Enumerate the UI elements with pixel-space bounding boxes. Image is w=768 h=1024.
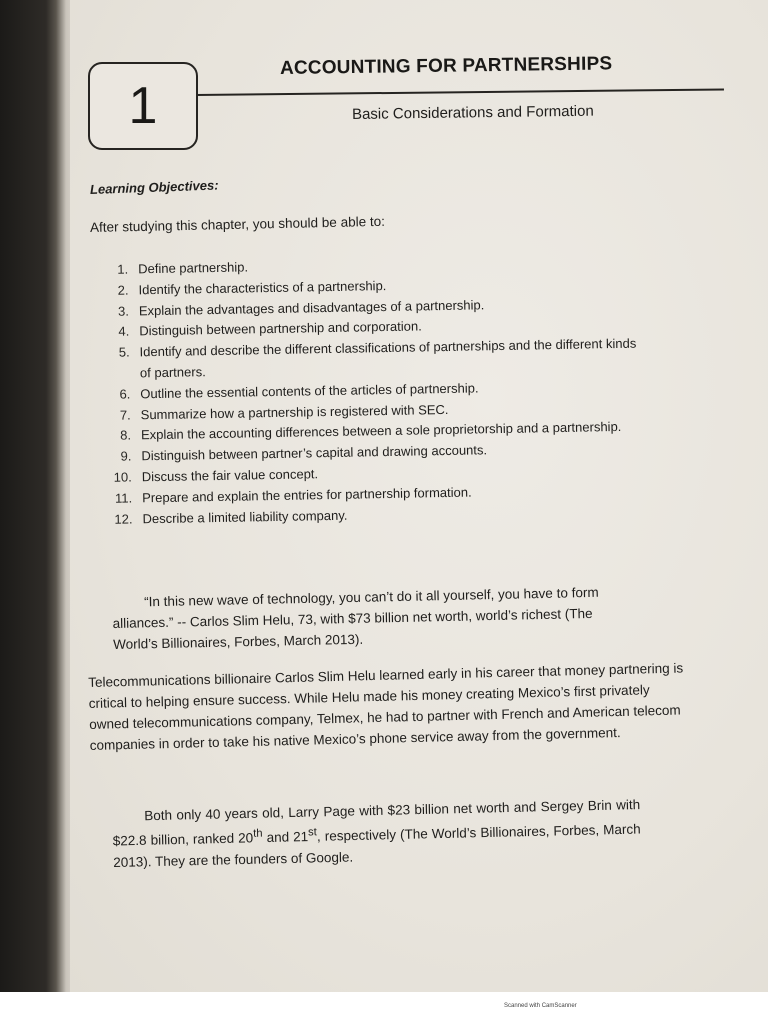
learning-objectives-heading: Learning Objectives:: [89, 177, 219, 197]
objective-text: Summarize how a partnership is registered with SEC.: [140, 401, 449, 422]
objective-number: 12.: [114, 511, 133, 527]
objective-number: 9.: [120, 448, 132, 464]
objective-number: 5.: [118, 344, 130, 360]
objective-number: 8.: [120, 427, 132, 444]
objective-text: Identify the characteristics of a partnership.: [138, 277, 387, 298]
objective-text: Distinguish between partner’s capital and drawing accounts.: [141, 442, 488, 464]
chapter-number-box: [88, 62, 198, 150]
ordinal-suffix: st: [307, 826, 318, 839]
objective-text: Describe a limited liability company.: [142, 507, 348, 526]
objective-text: Outline the essential contents of the articles of partnership.: [140, 380, 479, 402]
objective-text: Distinguish between partnership and corporation.: [139, 318, 422, 339]
objective-text: Explain the advantages and disadvantages of a partnership.: [138, 296, 485, 318]
paragraph-text: Both only 40 years old, Larry Page with $23 billion net worth and Sergey Brin with $22.8 billion, ranked 20: [112, 797, 641, 849]
objective-number: 11.: [114, 490, 133, 506]
chapter-number: 1: [128, 77, 158, 135]
chapter-subtitle: Basic Considerations and Formation: [351, 102, 594, 123]
objective-number: 6.: [119, 386, 131, 402]
paragraph-text: , respectively (The World’s Billionaires, Forbes, March 2013). They are the founders of Google.: [113, 821, 641, 870]
body-paragraph-google: [112, 794, 641, 872]
objective-number: 2.: [117, 282, 129, 298]
objective-number: 4.: [118, 323, 130, 340]
learning-objectives-intro: After studying this chapter, you should be able to:: [89, 213, 386, 235]
objective-number: 7.: [119, 407, 131, 423]
objective-number: 3.: [117, 303, 130, 319]
objective-text: Explain the accounting differences between a sole proprietorship and a partnership.: [140, 419, 622, 443]
chapter-title: ACCOUNTING FOR PARTNERSHIPS: [279, 53, 613, 79]
scanner-watermark: Scanned with CamScanner: [504, 1003, 577, 1009]
objectives-list: [100, 251, 645, 531]
objective-number: 10.: [113, 469, 132, 485]
ordinal-suffix: th: [252, 827, 263, 840]
opening-quote: “In this new wave of technology, you can’t do it all yourself, you have to form alliances.” -- Carlos Slim Helu, 73, with $73 billion net worth, world’s richest (The World’s Billionaires, Forbes, March 2013).: [112, 584, 599, 652]
body-paragraph-helu: Telecommunications billionaire Carlos Slim Helu learned early in his career that money partnering is critical to helping ensure success. While Helu made his money creating Mexico’s first privately owned telecommunications company, Telmex, he had to partner with French and American telecom companies in order to take his native Mexico’s phone service away from the government.: [88, 660, 684, 753]
objective-text: Define partnership.: [138, 259, 249, 277]
objective-text: Prepare and explain the entries for partnership formation.: [142, 484, 472, 506]
objective-text: Identify and describe the different classifications of partnerships and the different kinds of partners.: [139, 335, 637, 381]
objective-number: 1.: [117, 261, 129, 277]
objective-text: Discuss the fair value concept.: [141, 466, 319, 485]
paragraph-text: and 21: [262, 829, 309, 846]
